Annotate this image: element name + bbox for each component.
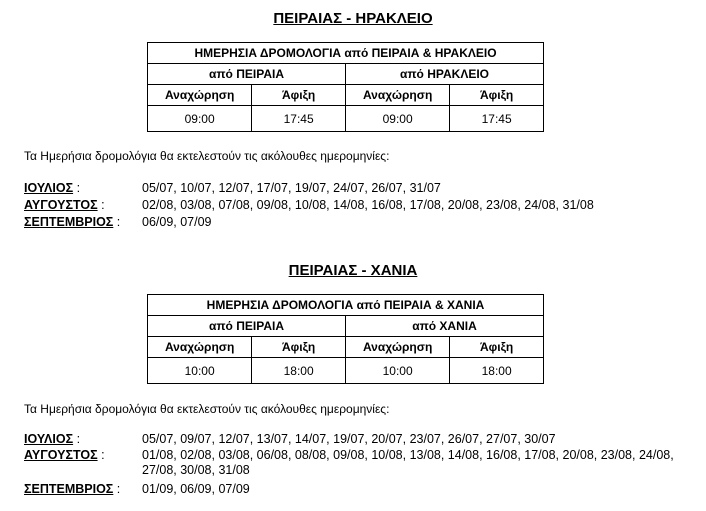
arrival-label: Άφιξη (450, 337, 544, 358)
month-row-august (24, 198, 682, 213)
month-row-july (24, 181, 682, 196)
arrival-time: 17:45 (252, 106, 346, 132)
month-name: ΑΥΓΟΥΣΤΟΣ (24, 198, 98, 212)
table-header: ΗΜΕΡΗΣΙΑ ΔΡΟΜΟΛΟΓΙΑ από ΠΕΙΡΑΙΑ & ΧΑΝΙΑ (148, 295, 544, 316)
from-piraeus-header: από ΠΕΙΡΑΙΑ (148, 316, 346, 337)
month-separator: : (97, 198, 105, 212)
month-row-september (24, 215, 682, 230)
month-row-august (24, 448, 682, 478)
month-dates: 05/07, 09/07, 12/07, 13/07, 14/07, 19/07, 20/07, 23/07, 26/07, 27/07, 30/07 (142, 432, 556, 446)
route-title: ΠΕΙΡΑΙΑΣ - ΧΑΝΙΑ (288, 262, 418, 279)
month-separator: : (97, 448, 105, 462)
month-row-july (24, 432, 682, 447)
month-dates: 02/08, 03/08, 07/08, 09/08, 10/08, 14/08, 16/08, 17/08, 20/08, 23/08, 24/08, 31/08 (142, 198, 594, 212)
departure-time: 09:00 (345, 106, 449, 132)
departure-label: Αναχώρηση (345, 337, 449, 358)
departure-time: 10:00 (345, 358, 449, 384)
month-name: ΣΕΠΤΕΜΒΡΙΟΣ (24, 215, 114, 229)
month-name: ΣΕΠΤΕΜΒΡΙΟΣ (24, 482, 114, 496)
arrival-time: 18:00 (450, 358, 544, 384)
month-dates: 01/08, 02/08, 03/08, 06/08, 08/08, 09/08, 10/08, 13/08, 14/08, 16/08, 17/08, 20/08, 23/08, 24/08, 27/08, 30/08, 31/08 (142, 448, 674, 477)
month-separator: : (113, 482, 121, 496)
arrival-time: 18:00 (252, 358, 346, 384)
month-separator: : (73, 181, 81, 195)
month-name: ΙΟΥΛΙΟΣ (24, 181, 74, 195)
departure-label: Αναχώρηση (345, 85, 449, 106)
schedule-table (147, 294, 544, 384)
month-dates: 06/09, 07/09 (142, 215, 212, 229)
arrival-time: 17:45 (450, 106, 544, 132)
from-heraklion-header: από ΗΡΑΚΛΕΙΟ (345, 64, 543, 85)
month-row-september (24, 482, 682, 497)
from-chania-header: από ΧΑΝΙΑ (345, 316, 543, 337)
dates-intro: Τα Ημερήσια δρομολόγια θα εκτελεστούν τις ακόλουθες ημερομηνίες: (24, 149, 390, 163)
month-name: ΑΥΓΟΥΣΤΟΣ (24, 448, 98, 462)
arrival-label: Άφιξη (252, 85, 346, 106)
from-piraeus-header: από ΠΕΙΡΑΙΑ (148, 64, 346, 85)
month-dates: 05/07, 10/07, 12/07, 17/07, 19/07, 24/07, 26/07, 31/07 (142, 181, 441, 195)
month-separator: : (113, 215, 121, 229)
route-title: ΠΕΙΡΑΙΑΣ - ΗΡΑΚΛΕΙΟ (273, 10, 433, 27)
arrival-label: Άφιξη (252, 337, 346, 358)
departure-label: Αναχώρηση (148, 337, 252, 358)
departure-time: 10:00 (148, 358, 252, 384)
table-header: ΗΜΕΡΗΣΙΑ ΔΡΟΜΟΛΟΓΙΑ από ΠΕΙΡΑΙΑ & ΗΡΑΚΛΕΙΟ (148, 43, 544, 64)
arrival-label: Άφιξη (450, 85, 544, 106)
month-name: ΙΟΥΛΙΟΣ (24, 432, 74, 446)
dates-intro: Τα Ημερήσια δρομολόγια θα εκτελεστούν τις ακόλουθες ημερομηνίες: (24, 402, 390, 416)
departure-time: 09:00 (148, 106, 252, 132)
schedule-table (147, 42, 544, 132)
month-separator: : (73, 432, 81, 446)
month-dates: 01/09, 06/09, 07/09 (142, 482, 250, 496)
departure-label: Αναχώρηση (148, 85, 252, 106)
